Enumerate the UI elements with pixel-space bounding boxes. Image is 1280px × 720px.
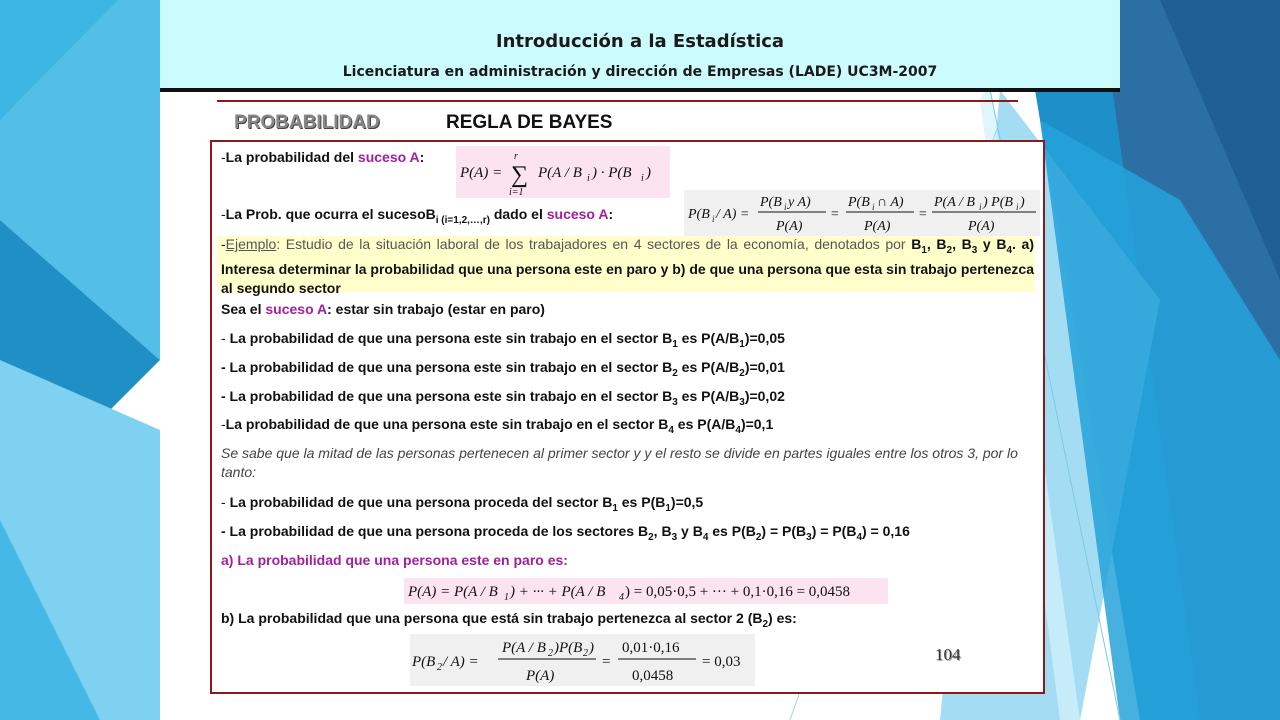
svg-text:2: 2 (437, 662, 442, 673)
svg-text:y A): y A) (788, 195, 811, 210)
svg-text:P(A): P(A) (968, 219, 995, 234)
prior-other-sectors: - La probabilidad de que una persona proceda de los sectores $B_2$, $B_3$ y $B_4$ es $P(B_2) = P(B_3) = P(B_4) = 0,16$ (221, 523, 910, 543)
svg-text:4: 4 (619, 592, 624, 603)
svg-text:i: i (712, 214, 715, 224)
svg-text:= 0,03: = 0,03 (702, 654, 741, 670)
svg-text:i: i (872, 202, 875, 212)
prob-sector-1: - La probabilidad de que una persona este sin trabajo en el sector $B_1$ es $P(A/B_1)=0,05$ (221, 330, 785, 350)
svg-text:=: = (602, 654, 611, 670)
svg-text:P(A) =: P(A) = (460, 165, 503, 181)
formula-result-b (410, 634, 755, 686)
svg-text:): ) (646, 165, 651, 181)
svg-text:P(B: P(B (412, 654, 436, 670)
question-b: b) La probabilidad que una persona que está sin trabajo pertenezca al sector 2 $(B_2)$ es: (221, 610, 797, 630)
formula-result-a (404, 578, 888, 604)
page-title: Introducción a la Estadística (495, 31, 785, 52)
distribution-note: Se sabe que la mitad de las personas pertenecen al primer sector y y el resto se divide en partes iguales entre los otros 3, por lo tanto: (221, 445, 1018, 480)
svg-text:P(A / B: P(A / B (538, 165, 582, 181)
svg-text:P(A) = P(A / B: P(A) = P(A / B (408, 584, 498, 600)
svg-text:P(A / B: P(A / B (934, 195, 975, 210)
svg-text:1: 1 (504, 592, 509, 603)
svg-text:P(B: P(B (848, 195, 870, 210)
svg-text:)P(B: )P(B (554, 640, 583, 656)
prior-sector-1: - La probabilidad de que una persona proceda del sector $B_1$ es $P(B_1)=0,5$ (221, 494, 704, 514)
svg-text:r: r (514, 151, 518, 162)
formula-total-probability (456, 146, 670, 198)
svg-text:i: i (641, 173, 644, 184)
svg-text:i: i (587, 173, 590, 184)
svg-text:i: i (1016, 202, 1019, 212)
svg-text:) · P(B: ) · P(B (592, 165, 632, 181)
event-definition: Sea el suceso A: estar sin trabajo (estar en paro) (221, 301, 545, 317)
svg-text:/ A) =: / A) = (443, 654, 479, 670)
svg-text:P(B: P(B (688, 207, 710, 222)
page-subtitle: Licenciatura en administración y dirección de Empresas (LADE) UC3M-2007 (342, 64, 938, 80)
question-a: a) La probabilidad que una persona este en paro es: (221, 552, 568, 568)
svg-text:) P(B: ) P(B (983, 195, 1013, 210)
prob-sector-3: - La probabilidad de que una persona este sin trabajo en el sector $B_3$ es $P(A/B_3)=0,02$ (221, 388, 785, 408)
svg-text:P(A): P(A) (776, 219, 803, 234)
svg-text:i=1: i=1 (509, 187, 524, 198)
svg-text:0,01·0,16: 0,01·0,16 (622, 640, 680, 656)
line-bayes: -La Prob. que ocurra el sucesoB$_{i (i=1,2,\dots,r)}$ dado el suceso A: (221, 206, 614, 226)
svg-text:∑: ∑ (511, 162, 529, 188)
svg-text:) + ··· + P(A / B: ) + ··· + P(A / B (510, 584, 606, 600)
svg-text:P(B: P(B (760, 195, 782, 210)
line-total-probability: -La probabilidad del suceso A: (221, 149, 425, 165)
svg-text:2: 2 (548, 648, 553, 659)
prob-sector-4: -La probabilidad de que una persona este sin trabajo en el sector $B_4$ es $P(A/B_4)=0,1$ (221, 416, 774, 436)
svg-text:=: = (918, 207, 928, 222)
svg-text:/ A) =: / A) = (716, 207, 750, 222)
svg-text:P(A): P(A) (526, 668, 555, 684)
svg-text:2: 2 (583, 648, 588, 659)
svg-text:P(A / B: P(A / B (502, 640, 546, 656)
page-number: 104 (935, 645, 961, 664)
prob-sector-2: - La probabilidad de que una persona este sin trabajo en el sector $B_2$ es $P(A/B_2)=0,01$ (221, 359, 785, 379)
example-text: -Ejemplo: Estudio de la situación laboral de los trabajadores en 4 sectores de la economía, denotados por $B_1$, $B_2$, $B_3$ y $B_4$. a) Interesa determinar la probabilidad que una persona este en paro y b) de que una persona que esta sin trabajo pertenezca al segundo sector (221, 236, 1034, 296)
svg-text:): ) (589, 640, 594, 656)
header-divider (160, 88, 1120, 92)
svg-text:i: i (784, 202, 787, 212)
svg-text:P(A): P(A) (864, 219, 891, 234)
formula-bayes (684, 190, 1040, 236)
topic-heading: PROBABILIDAD (234, 112, 380, 133)
svg-text:=: = (830, 207, 840, 222)
svg-text:): ) (1020, 195, 1025, 210)
svg-text:∩ A): ∩ A) (877, 195, 904, 210)
subtopic-heading: REGLA DE BAYES (446, 112, 613, 133)
section-divider (217, 100, 1018, 102)
svg-text:0,0458: 0,0458 (632, 668, 674, 684)
svg-text:i: i (979, 202, 982, 212)
svg-text:) = 0,05·0,5 + ··· + 0,1·0,16: ) = 0,05·0,5 + ··· + 0,1·0,16 = 0,0458 (625, 584, 851, 600)
